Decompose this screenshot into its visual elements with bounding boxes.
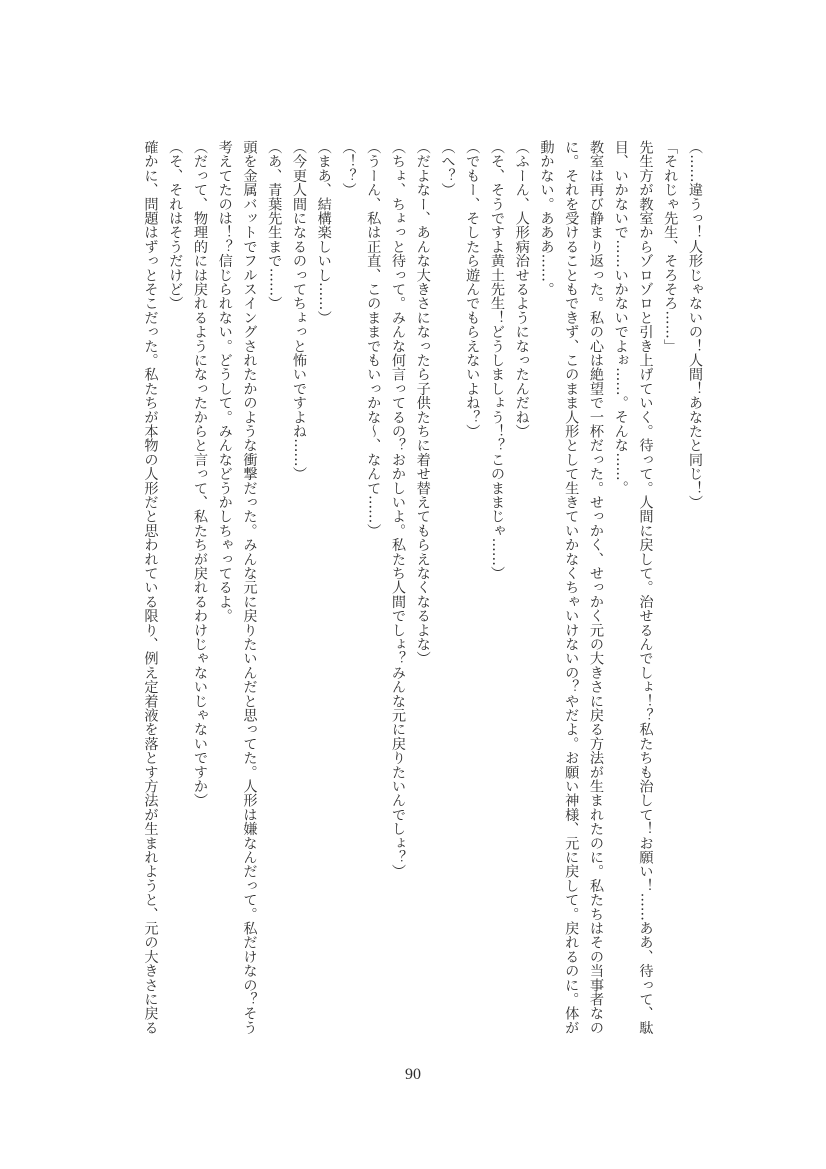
text-line: 教室は再び静まり返った。私の心は絶望で一杯だった。せっかく、せっかく元の大きさに戻る方法が生まれたのに。私たちはその当事者なの xyxy=(588,140,604,1035)
paragraph xyxy=(311,140,336,1055)
text-line: （ふーん、人形病治せるようになったんだね） xyxy=(513,140,530,439)
page-number: 90 xyxy=(405,1066,421,1083)
text-line: （そ、それはそうだけど） xyxy=(167,140,184,311)
paragraph xyxy=(361,140,386,1055)
paragraph xyxy=(262,140,287,1055)
paragraph xyxy=(682,140,707,1055)
paragraph xyxy=(163,140,188,1055)
text-line: （うーん、私は正直、このままでもいっかな～、なんて……） xyxy=(365,140,382,538)
paragraph xyxy=(509,140,534,1055)
text-line: （……違うっ！人形じゃないの！人間！あなたと同じ！） xyxy=(687,140,703,510)
text-line: （そ、そうですよ黄土先生！どうしましょう！？このままじゃ……） xyxy=(489,140,505,581)
text-line: 先生方が教室からゾロゾロと引き上げていく。待って。人間に戻して。治せるんでしょ！？私たちも治して！お願い！……ああ、待って、駄 xyxy=(637,140,654,1035)
paragraph xyxy=(212,140,262,1055)
text-line: 確かに、問題はずっとそこだった。私たちが本物の人形だと思われている限り、例え定着液を落とす方法が生まれようと、元の大きさに戻る xyxy=(142,140,159,1035)
text-line: （ちょ、ちょっと待って。みんな何言ってるの？おかしいよ。私たち人間でしょ？みんな元に戻りたいんでしょ？） xyxy=(390,140,406,879)
paragraph xyxy=(336,140,361,1055)
text-line: （だって、物理的には戻れるようになったからと言って、私たちが戻れるわけじゃないじゃないですか） xyxy=(192,140,208,808)
text-line: （あ、青葉先生まで……） xyxy=(266,140,283,311)
paragraph xyxy=(286,140,311,1055)
text-line: （だよなー、あんな大きさになったら子供たちに着せ替えてもらえなくなるよな） xyxy=(414,140,431,666)
paragraph xyxy=(460,140,485,1055)
paragraph xyxy=(658,140,683,1055)
paragraph xyxy=(138,140,163,1055)
paragraph xyxy=(435,140,460,1055)
text-line: （今更人間になるのってちょっと怖いですよね……） xyxy=(291,140,307,481)
text-line: （！？） xyxy=(340,140,357,197)
text-line: 頭を金属バットでフルスイングされたかのような衝撃だった。みんな元に戻りたいんだと思ってた。人形は嫌なんだって。私だけなの？そう xyxy=(241,140,258,1035)
text-line: 目、いかないで……いかないでよぉ……。そんな……。 xyxy=(612,140,629,495)
text-line: 動かない。あああ……。 xyxy=(538,140,555,297)
paragraph xyxy=(187,140,212,1055)
paragraph xyxy=(608,140,658,1055)
text-line: （でもー、そしたら遊んでもらえないよね？） xyxy=(464,140,481,439)
paragraph xyxy=(410,140,435,1055)
text-line: （まあ、結構楽しいし……） xyxy=(315,140,332,325)
paragraph xyxy=(385,140,410,1055)
text-line: に。それを受けることもできず、このまま人形として生きていかなくちゃいけないの？やだよ。お願い神様、元に戻して。戻れるのに。体が xyxy=(563,140,580,1035)
text-line: （へ？） xyxy=(439,140,456,197)
text-line: 「それじゃ先生、そろそろ……」 xyxy=(662,140,679,353)
vertical-text-body xyxy=(138,140,707,1055)
text-line: 考えてたのは！？信じられない。どうして。みんなどうかしちゃってるよ。 xyxy=(216,140,233,623)
paragraph xyxy=(484,140,509,1055)
paragraph xyxy=(534,140,608,1055)
